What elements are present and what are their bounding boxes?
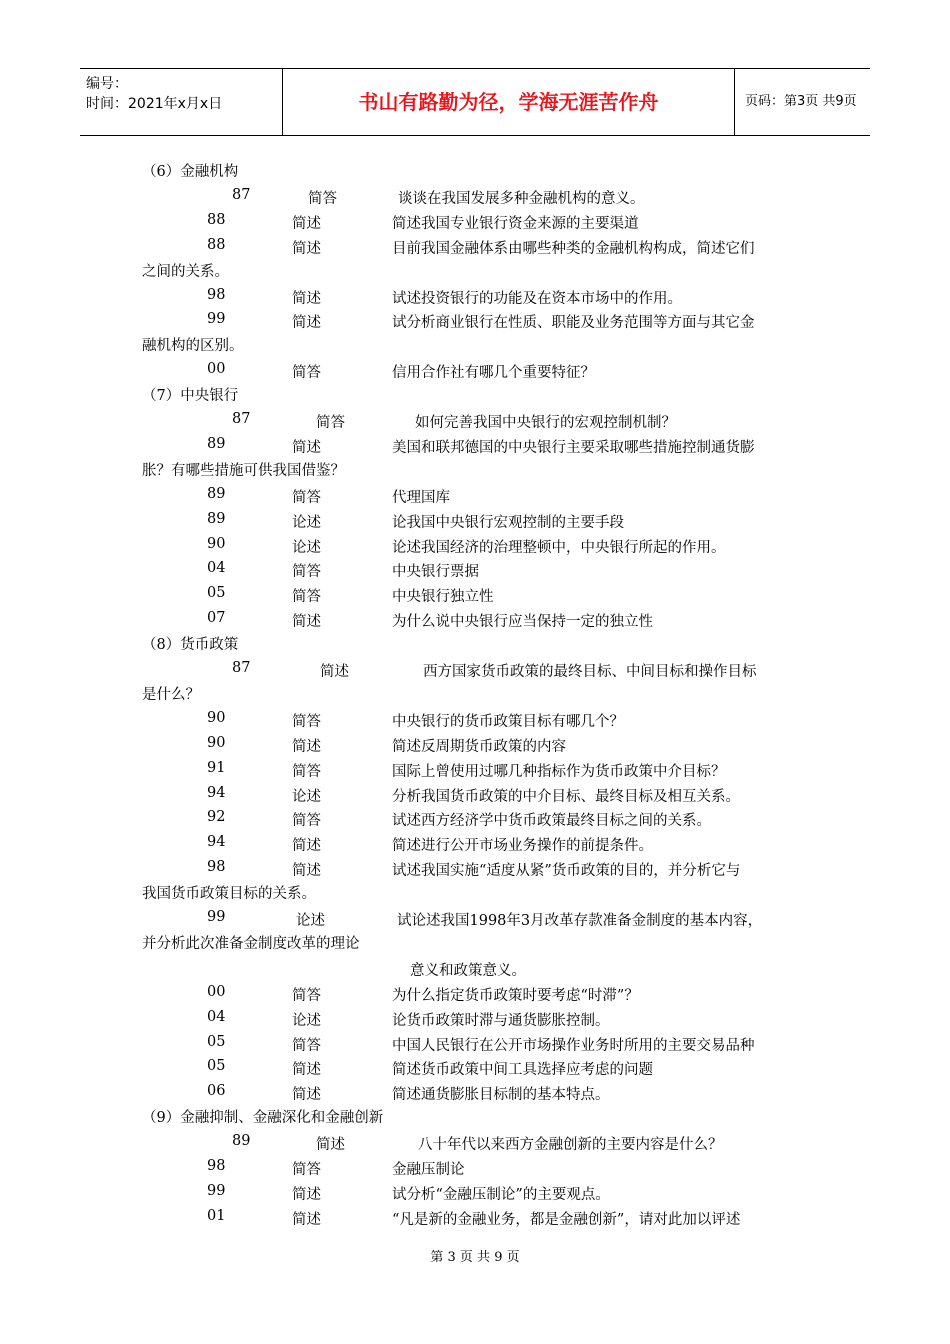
question-type: 简答 bbox=[292, 987, 321, 1004]
motto: 书山有路勤为径，学海无涯苦作舟 bbox=[282, 69, 735, 135]
question-text: 中国人民银行在公开市场操作业务时所用的主要交易品种 bbox=[392, 1037, 755, 1054]
question-year: 05 bbox=[207, 1033, 226, 1050]
question-type: 简答 bbox=[316, 415, 345, 431]
question-type: 简答 bbox=[308, 190, 337, 207]
question-text: 分析我国货币政策的中介目标、最终目标及相互关系。 bbox=[392, 788, 740, 805]
question-type: 简述 bbox=[292, 439, 321, 456]
question-text: 代理国库 bbox=[392, 489, 450, 506]
question-year: 05 bbox=[207, 1058, 226, 1075]
question-text: 美国和联邦德国的中央银行主要采取哪些措施控制通货膨 bbox=[392, 439, 755, 456]
question-year: 87 bbox=[232, 411, 251, 427]
question-type: 论述 bbox=[292, 539, 321, 556]
question-text: 国际上曾使用过哪几种指标作为货币政策中介目标？ bbox=[392, 763, 726, 780]
question-type: 简答 bbox=[292, 1037, 321, 1054]
question-text-continuation: 是什么？ bbox=[142, 686, 200, 703]
question-text: 简述进行公开市场业务操作的前提条件。 bbox=[392, 838, 653, 855]
question-year: 98 bbox=[207, 1158, 226, 1174]
question-type: 论述 bbox=[292, 514, 321, 531]
question-text: 中央银行的货币政策目标有哪几个？ bbox=[392, 713, 624, 730]
question-year: 88 bbox=[207, 211, 226, 228]
date-label: 时间：2021年x月x日 bbox=[86, 96, 223, 112]
page-header bbox=[80, 68, 870, 136]
question-text: 为什么指定货币政策时要考虑“时滞”？ bbox=[392, 987, 639, 1004]
question-text: 简述货币政策中间工具选择应考虑的问题 bbox=[392, 1062, 653, 1079]
section-title: （6）金融机构 bbox=[142, 164, 239, 180]
question-type: 简述 bbox=[292, 838, 321, 855]
question-text: 如何完善我国中央银行的宏观控制机制？ bbox=[415, 415, 676, 431]
question-year: 98 bbox=[207, 286, 226, 303]
section-title: （8）货币政策 bbox=[142, 637, 239, 654]
question-type: 简述 bbox=[316, 1137, 345, 1154]
question-type: 简述 bbox=[292, 1211, 321, 1228]
question-type: 简述 bbox=[292, 738, 321, 755]
question-text: 八十年代以来西方金融创新的主要内容是什么？ bbox=[418, 1137, 723, 1154]
question-year: 90 bbox=[207, 709, 226, 726]
question-year: 04 bbox=[207, 1008, 226, 1025]
question-year: 04 bbox=[207, 560, 226, 577]
question-text: 金融压制论 bbox=[392, 1162, 465, 1178]
question-type: 简答 bbox=[292, 763, 321, 780]
section-title: （9）金融抑制、金融深化和金融创新 bbox=[142, 1110, 384, 1127]
question-type: 简答 bbox=[292, 813, 321, 830]
question-type: 简答 bbox=[292, 713, 321, 730]
question-year: 90 bbox=[207, 734, 226, 751]
question-text: 试分析“金融压制论”的主要观点。 bbox=[392, 1186, 610, 1203]
question-type: 论述 bbox=[292, 788, 321, 805]
question-type: 简答 bbox=[292, 564, 321, 581]
question-text: 简述通货膨胀目标制的基本特点。 bbox=[392, 1087, 610, 1104]
question-text: 论货币政策时滞与通货膨胀控制。 bbox=[392, 1012, 610, 1029]
question-type: 简述 bbox=[292, 215, 321, 232]
question-text-continuation: 之间的关系。 bbox=[142, 263, 229, 280]
question-text: 试论述我国1998年3月改革存款准备金制度的基本内容， bbox=[397, 913, 763, 929]
question-type: 简述 bbox=[320, 664, 349, 680]
question-text-continuation: 意义和政策意义。 bbox=[410, 962, 526, 979]
question-text: 论述我国经济的治理整顿中，中央银行所起的作用。 bbox=[392, 539, 726, 556]
question-text: “凡是新的金融业务，都是金融创新”，请对此加以评述 bbox=[392, 1211, 741, 1228]
question-year: 94 bbox=[207, 784, 226, 801]
question-type: 简述 bbox=[292, 315, 321, 332]
question-year: 89 bbox=[207, 485, 226, 502]
question-year: 91 bbox=[207, 759, 226, 776]
question-type: 简述 bbox=[292, 240, 321, 257]
question-type: 论述 bbox=[296, 913, 325, 929]
question-year: 94 bbox=[207, 834, 226, 851]
number-label: 编号： bbox=[86, 76, 128, 92]
question-year: 89 bbox=[232, 1133, 251, 1150]
question-type: 简答 bbox=[292, 365, 321, 382]
question-type: 简述 bbox=[292, 1062, 321, 1079]
question-year: 00 bbox=[207, 983, 226, 1000]
question-text: 简述我国专业银行资金来源的主要渠道 bbox=[392, 215, 639, 232]
question-text-continuation: 胀？有哪些措施可供我国借鉴？ bbox=[142, 462, 345, 479]
question-year: 92 bbox=[207, 809, 226, 826]
question-type: 论述 bbox=[292, 1012, 321, 1029]
question-type: 简答 bbox=[292, 589, 321, 606]
question-year: 06 bbox=[207, 1083, 226, 1100]
header-info-cell bbox=[80, 69, 282, 135]
question-year: 05 bbox=[207, 585, 226, 602]
question-text: 试分析商业银行在性质、职能及业务范围等方面与其它金 bbox=[392, 315, 755, 332]
question-year: 99 bbox=[207, 1182, 226, 1199]
question-year: 98 bbox=[207, 859, 226, 876]
question-year: 99 bbox=[207, 909, 226, 925]
page-code: 页码：第3页 共9页 bbox=[745, 94, 857, 109]
question-type: 简述 bbox=[292, 1186, 321, 1203]
question-year: 01 bbox=[207, 1207, 226, 1224]
question-text: 中央银行票据 bbox=[392, 564, 479, 581]
question-type: 简述 bbox=[292, 614, 321, 631]
question-text: 简述反周期货币政策的内容 bbox=[392, 738, 566, 755]
question-text: 试述西方经济学中货币政策最终目标之间的关系。 bbox=[392, 813, 711, 830]
question-text-continuation: 我国货币政策目标的关系。 bbox=[142, 886, 316, 903]
question-text: 试述投资银行的功能及在资本市场中的作用。 bbox=[392, 290, 682, 307]
question-text-continuation: 并分析此次准备金制度改革的理论 bbox=[142, 935, 360, 952]
question-text: 为什么说中央银行应当保持一定的独立性 bbox=[392, 614, 653, 631]
question-type: 简答 bbox=[292, 1162, 321, 1178]
question-year: 89 bbox=[207, 510, 226, 527]
question-text: 信用合作社有哪几个重要特征？ bbox=[392, 365, 595, 382]
question-text: 中央银行独立性 bbox=[392, 589, 494, 606]
question-type: 简述 bbox=[292, 1087, 321, 1104]
question-text: 谈谈在我国发展多种金融机构的意义。 bbox=[398, 190, 645, 207]
page-footer: 第 3 页 共 9 页 bbox=[430, 1250, 520, 1265]
question-text: 试述我国实施“适度从紧”货币政策的目的，并分析它与 bbox=[392, 863, 741, 880]
question-text: 西方国家货币政策的最终目标、中间目标和操作目标 bbox=[423, 664, 757, 680]
question-type: 简述 bbox=[292, 863, 321, 880]
question-year: 89 bbox=[207, 435, 226, 452]
question-year: 00 bbox=[207, 361, 226, 378]
question-year: 87 bbox=[232, 660, 251, 676]
question-year: 88 bbox=[207, 236, 226, 253]
question-type: 简述 bbox=[292, 290, 321, 307]
question-text-continuation: 融机构的区别。 bbox=[142, 338, 244, 355]
question-text: 目前我国金融体系由哪些种类的金融机构构成，简述它们 bbox=[392, 240, 755, 257]
question-type: 简答 bbox=[292, 489, 321, 506]
question-year: 87 bbox=[232, 186, 251, 203]
question-year: 07 bbox=[207, 610, 226, 627]
section-title: （7）中央银行 bbox=[142, 388, 239, 405]
question-text: 论我国中央银行宏观控制的主要手段 bbox=[392, 514, 624, 531]
question-year: 90 bbox=[207, 535, 226, 552]
question-year: 99 bbox=[207, 311, 226, 328]
